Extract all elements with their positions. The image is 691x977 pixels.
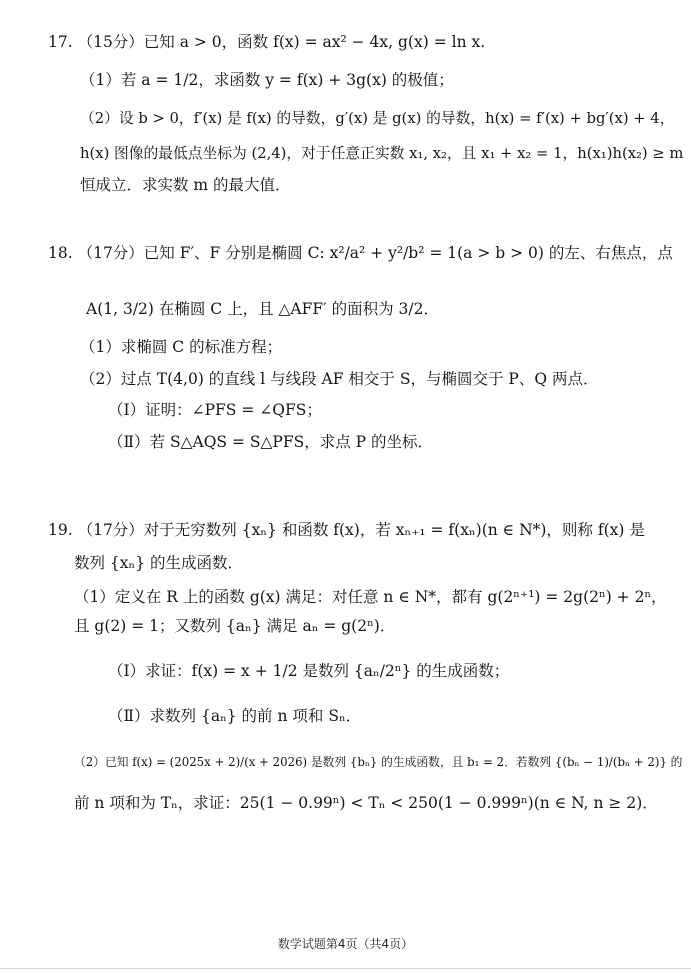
problem-19-part1-i: （Ⅰ）求证：f(x) = x + 1/2 是数列 {aₙ/2ⁿ} 的生成函数； (108, 662, 510, 680)
problem-19-part1-line1: （1）定义在 R 上的函数 g(x) 满足：对任意 n ∈ N*，都有 g(2ⁿ⁺¹) = 2g(2ⁿ) + 2ⁿ， (74, 588, 667, 606)
problem-18-part1: （1）求椭圆 C 的标准方程； (80, 338, 283, 356)
problem-18-part2-i: （Ⅰ）证明：∠PFS = ∠QFS； (108, 401, 322, 419)
problem-18-header: 18. （17分）已知 F′、F 分别是椭圆 C: x²/a² + y²/b² = 1(a > b > 0) 的左、右焦点，点 (48, 244, 673, 262)
problem-19-part1-ii: （Ⅱ）求数列 {aₙ} 的前 n 项和 Sₙ． (108, 707, 362, 725)
problem-17-part2-line1: （2）设 b > 0，f′(x) 是 f(x) 的导数，g′(x) 是 g(x) 的导数，h(x) = f′(x) + bg′(x) + 4， (80, 110, 675, 127)
problem-18-part2: （2）过点 T(4,0) 的直线 l 与线段 AF 相交于 S，与椭圆交于 P、Q 两点． (80, 370, 599, 388)
problem-19-line2: 数列 {xₙ} 的生成函数． (74, 554, 244, 572)
problem-18-part2-ii: （Ⅱ）若 S△AQS = S△PFS，求点 P 的坐标． (108, 433, 433, 451)
bottom-divider (0, 968, 691, 969)
problem-17-header: 17. （15分）已知 a > 0，函数 f(x) = ax² − 4x, g(x) = ln x. (48, 33, 486, 51)
problem-19-part2-line1: （2）已知 f(x) = (2025x + 2)/(x + 2026) 是数列 {bₙ} 的生成函数，且 b₁ = 2．若数列 {(bₙ − 1)/(bₙ + 2)} 的 (74, 755, 683, 769)
problem-18-line2: A(1, 3/2) 在椭圆 C 上，且 △AFF′ 的面积为 3/2． (86, 300, 439, 318)
problem-19-part2-line2: 前 n 项和为 Tₙ，求证：25(1 − 0.99ⁿ) < Tₙ < 250(1 − 0.999ⁿ)(n ∈ N, n ≥ 2)． (74, 794, 658, 812)
problem-19-header: 19. （17分）对于无穷数列 {xₙ} 和函数 f(x)，若 xₙ₊₁ = f(xₙ)(n ∈ N*)，则称 f(x) 是 (48, 521, 645, 539)
problem-17-part1: （1）若 a = 1/2，求函数 y = f(x) + 3g(x) 的极值； (80, 71, 454, 89)
problem-17-part2-line2: h(x) 图像的最低点坐标为 (2,4)，对于任意正实数 x₁, x₂，且 x₁ + x₂ = 1，h(x₁)h(x₂) ≥ m (80, 145, 684, 162)
page-footer: 数学试题第4页（共4页） (277, 937, 414, 951)
problem-17-part2-line3: 恒成立．求实数 m 的最大值． (80, 176, 291, 194)
problem-19-part1-line2: 且 g(2) = 1；又数列 {aₙ} 满足 aₙ = g(2ⁿ)． (74, 617, 396, 635)
